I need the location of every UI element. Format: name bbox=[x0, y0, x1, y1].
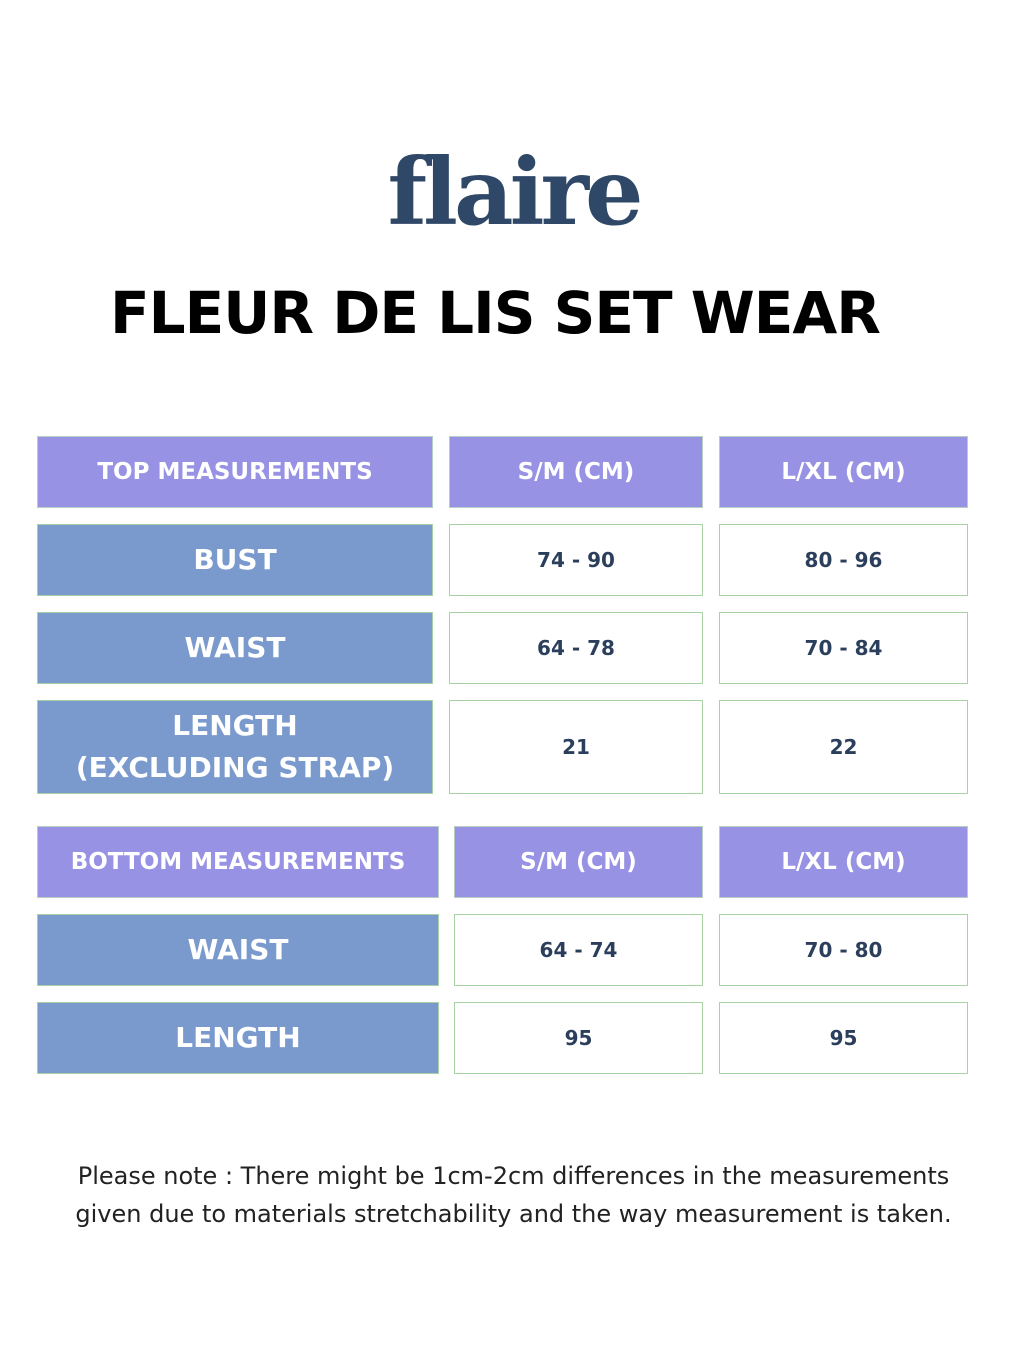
top-header-size-sm: S/M (CM) bbox=[449, 436, 703, 508]
bottom-header-size-sm: S/M (CM) bbox=[454, 826, 703, 898]
top-row-length-sm: 21 bbox=[449, 700, 703, 794]
top-header-label: TOP MEASUREMENTS bbox=[37, 436, 433, 508]
brand-logo: flaire bbox=[387, 138, 640, 246]
bottom-row-waist-sm: 64 - 74 bbox=[454, 914, 703, 986]
top-row-bust-label: BUST bbox=[37, 524, 433, 596]
measurement-note bbox=[0, 1157, 1027, 1233]
top-row-waist-sm: 64 - 78 bbox=[449, 612, 703, 684]
top-row-length-label-line2: (EXCLUDING STRAP) bbox=[75, 751, 395, 784]
top-row-waist-label: WAIST bbox=[37, 612, 433, 684]
top-row-length-label-line1: LENGTH bbox=[172, 709, 298, 742]
bottom-row-length-sm: 95 bbox=[454, 1002, 703, 1074]
bottom-row-length-lxl: 95 bbox=[719, 1002, 968, 1074]
measurement-note-line1: Please note : There might be 1cm-2cm differences in the measurements bbox=[77, 1162, 950, 1190]
bottom-row-waist-lxl: 70 - 80 bbox=[719, 914, 968, 986]
page-title: FLEUR DE LIS SET WEAR bbox=[110, 279, 880, 347]
measurement-note-line2: given due to materials stretchability and the way measurement is taken. bbox=[75, 1200, 952, 1228]
top-row-bust-lxl: 80 - 96 bbox=[719, 524, 968, 596]
bottom-header-size-lxl: L/XL (CM) bbox=[719, 826, 968, 898]
top-header-size-lxl: L/XL (CM) bbox=[719, 436, 968, 508]
top-row-length-label bbox=[37, 700, 433, 794]
top-row-bust-sm: 74 - 90 bbox=[449, 524, 703, 596]
top-row-length-lxl: 22 bbox=[719, 700, 968, 794]
bottom-header-label: BOTTOM MEASUREMENTS bbox=[37, 826, 439, 898]
bottom-row-length-label: LENGTH bbox=[37, 1002, 439, 1074]
bottom-row-waist-label: WAIST bbox=[37, 914, 439, 986]
top-row-waist-lxl: 70 - 84 bbox=[719, 612, 968, 684]
